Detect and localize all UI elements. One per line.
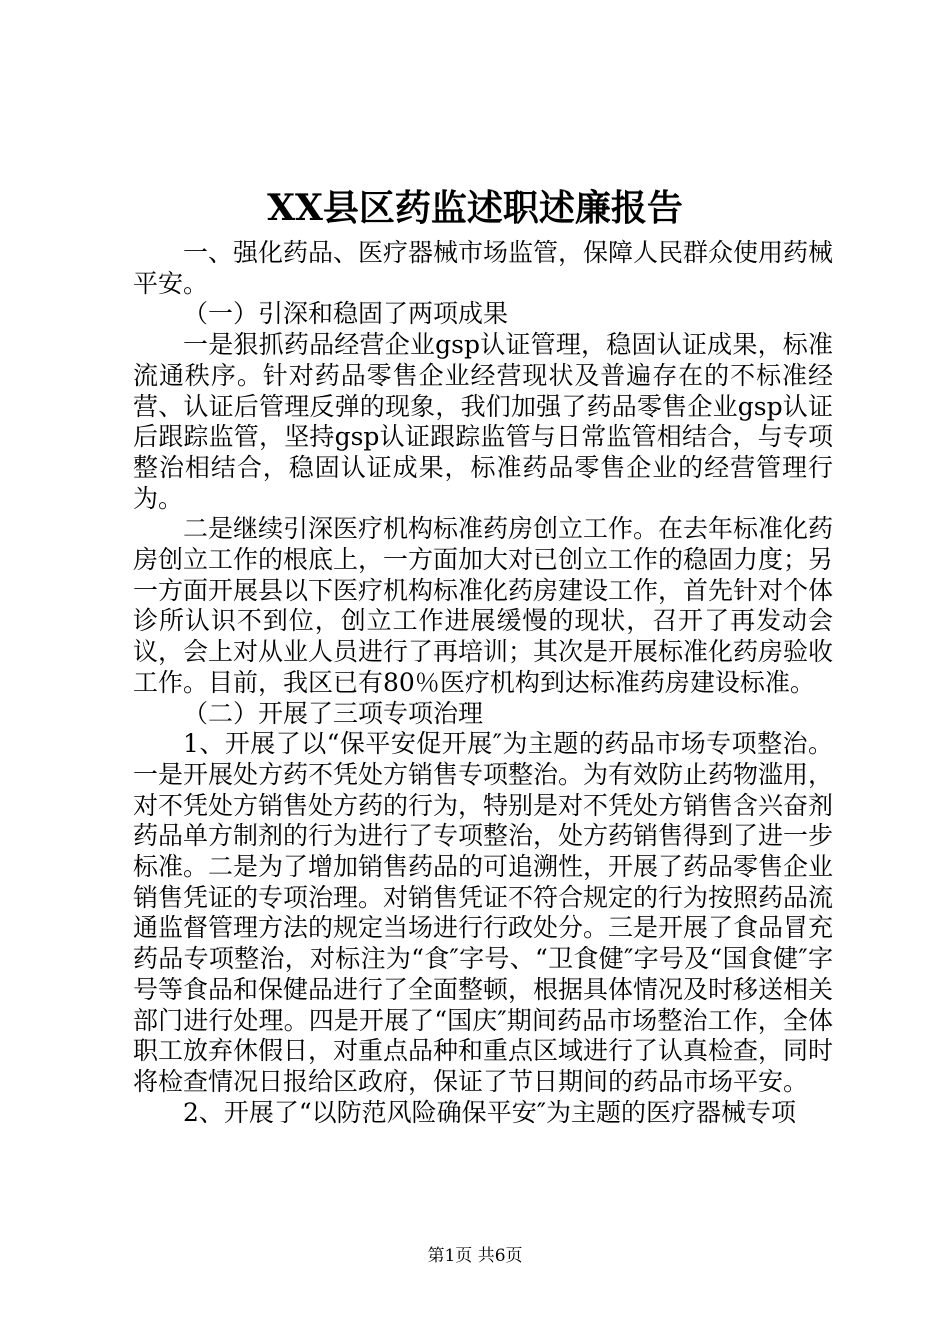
paragraph-section-heading: 一、强化药品、医疗器械市场监管，保障人民群众使用药械平安。 (133, 238, 834, 298)
page-footer: 第1页 共6页 (427, 1246, 523, 1266)
document-title: XX县区药监述职述廉报告 (267, 187, 683, 229)
paragraph-gsp: 一是狠抓药品经营企业gsp认证管理，稳固认证成果，标准流通秩序。针对药品零售企业经营现状及普遍存在的不标准经营、认证后管理反弹的现象，我们加强了药品零售企业gsp认证后跟踪监管，坚持gsp认证跟踪监管与日常监管相结合，与专项整治相结合，稳固认证成果，标准药品零售企业的经营管理行为。 (133, 330, 833, 513)
document-body (133, 238, 833, 1128)
paragraph-drug-market: 1、开展了以“保平安促开展″为主题的药品市场专项整治。一是开展处方药不凭处方销售专项整治。为有效防止药物滥用，对不凭处方销售处方药的行为，特别是对不凭处方销售含兴奋剂药品单方制剂的行为进行了专项整治，处方药销售得到了进一步标准。二是为了增加销售药品的可追溯性，开展了药品零售企业销售凭证的专项治理。对销售凭证不符合规定的行为按照药品流通监督管理方法的规定当场进行行政处分。三是开展了食品冒充药品专项整治，对标注为“食″字号、“卫食健″字号及“国食健″字号等食品和保健品进行了全面整顿，根据具体情况及时移送相关部门进行处理。四是开展了“国庆″期间药品市场整治工作，全体职工放弃休假日，对重点品种和重点区域进行了认真检查，同时将检查情况日报给区政府，保证了节日期间的药品市场平安。 (133, 729, 834, 1096)
paragraph-subheading-1: （一）引深和稳固了两项成果 (183, 299, 509, 329)
paragraph-pharmacy: 二是继续引深医疗机构标准药房创立工作。在去年标准化药房创立工作的根底上，一方面加大对已创立工作的稳固力度；另一方面开展县以下医疗机构标准化药房建设工作，首先针对个体诊所认识不到位，创立工作进展缓慢的现状，召开了再发动会议，会上对从业人员进行了再培训；其次是开展标准化药房验收工作。目前，我区已有80％医疗机构到达标准药房建设标准。 (133, 514, 834, 697)
paragraph-device: 2、开展了“以防范风险确保平安″为主题的医疗器械专项 (183, 1097, 797, 1127)
paragraph-subheading-2: （二）开展了三项专项治理 (183, 698, 484, 728)
